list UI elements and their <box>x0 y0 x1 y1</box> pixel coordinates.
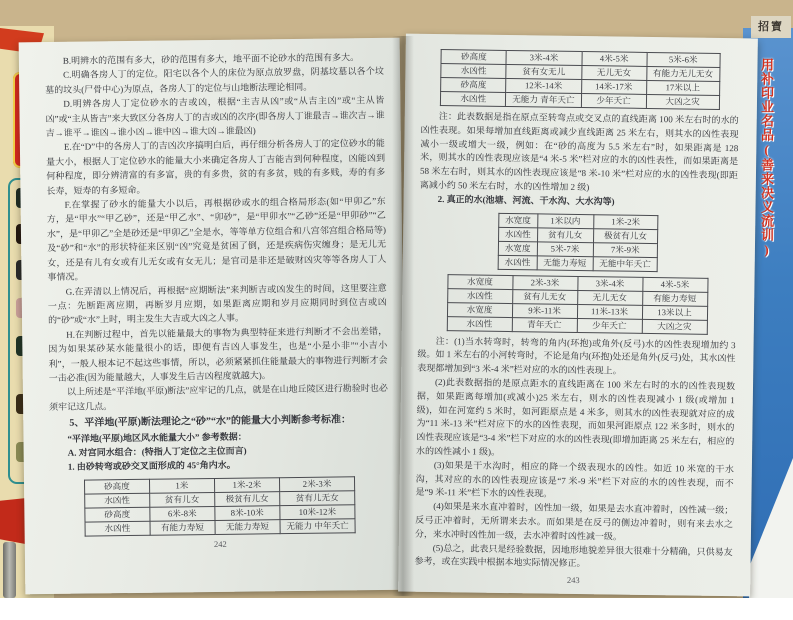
table-cell: 极贫有儿女 <box>214 491 279 506</box>
water-width-table-1 <box>497 212 658 271</box>
table-cell: 无儿无女 <box>577 290 642 305</box>
table-row <box>447 316 707 334</box>
table-cell: 1米以内 <box>537 214 593 229</box>
table-cell: 贫有儿无女 <box>279 491 354 506</box>
paragraph: F.在掌握了砂水的能量大小以后，再根据砂或水的组合格局形态(如“甲卯乙”东方，是“甲水”“甲乙砂”，还是“甲乙水”、“卯砂”，是“甲卯水”“乙砂”还是“甲卯砂”“乙水”，是“甲卯乙”全是砂还是“甲卯乙”全是水，等等单方位组合和八宫邻宫组合格局等)及“砂”和“水”的形状特征来区别“凶”究竟是贫困了倒，还是疾病伤灾缠身；是无儿无女，还是有儿有女或有儿无女或有女无儿；是官司是非还是破财凶灾等等各房人丁人事情况。 <box>46 195 387 283</box>
table-cell: 大凶之灾 <box>642 319 707 334</box>
table-cell: 5米-6米 <box>647 52 720 67</box>
table-cell: 砂高度 <box>85 507 150 522</box>
table-cell: 无能力寿短 <box>537 255 593 270</box>
table-cell: 青年夭亡 <box>512 317 577 332</box>
table-cell: 9米-11米 <box>512 303 577 318</box>
table-cell: 7米-9米 <box>593 242 658 257</box>
table-row <box>498 255 658 271</box>
table-cell: 无儿无女 <box>581 66 646 81</box>
paragraph: C.明确各房人丁的定位。阳宅以各个人的床位为原点放罗盘，阴基坟墓以各个坟墓的坟头(尸骨中心)为原点，各房人丁的定位与山地断法理论相同。 <box>45 66 385 95</box>
table-cell: 水凶性 <box>447 288 512 303</box>
table-cell: 砂高度 <box>441 78 506 93</box>
metal-pole <box>3 542 16 598</box>
table-cell: 水宽度 <box>498 241 537 256</box>
table-cell: 13米以上 <box>642 305 707 320</box>
table-cell: 1米 <box>149 478 214 493</box>
page-number: 243 <box>566 574 580 586</box>
paragraph: E.在“D”中的各房人丁的吉凶次序搞明白后，再仔细分析各房人丁的定位砂水的能量大小，根据人丁定位砂水的能量大小来确定各房人丁吉能吉到何种程度，凶能凶到何种程度，即分辨清富的有多富，贵的有多贵，贫的有多贫，贱的有多贱，寿的有多长寿，短寿的有多短命。 <box>46 138 386 196</box>
table-cell: 水凶性 <box>85 493 150 508</box>
table-cell: 10米-12米 <box>280 505 355 520</box>
table-cell: 贫有儿无女 <box>512 289 577 304</box>
sand-height-table <box>84 476 356 536</box>
table-cell: 2米-3米 <box>512 275 577 290</box>
table-cell: 贫有儿女 <box>537 228 593 243</box>
magazine-corner-text: 招寶 <box>751 16 791 38</box>
book-page-right <box>398 34 758 597</box>
table-cell: 6米-8米 <box>150 506 215 521</box>
table-cell: 少年夭亡 <box>581 94 646 109</box>
page-corner-curl <box>749 458 793 598</box>
sand-height-table-2 <box>440 49 720 110</box>
table-cell: 无能力 青年夭亡 <box>506 92 582 107</box>
table-cell: 有能力寿短 <box>150 520 215 535</box>
book-spine-gutter <box>392 36 414 596</box>
table-cell: 水凶性 <box>498 255 537 270</box>
table-cell: 4米-5米 <box>582 52 647 67</box>
page-number: 242 <box>213 538 227 549</box>
paragraph: H.在判断过程中，首先以能量最大的事物为典型特征来进行判断才不会出差错，因为如果某砂某水能量很小的话，即便有吉凶人事发生，也是“小是小非”“小吉小利”，一般人根本记不起这些事情，所以，必须紧紧抓住能量最大的事物进行判断才会一击必准(因为能量越大，人事发生后吉凶程度就越大)。 <box>48 325 388 383</box>
table-cell: 5米-7米 <box>537 242 593 257</box>
table-cell: 贫有女无儿 <box>506 64 582 79</box>
paragraph: (4)如果是来水直冲着时，凶性加一级，如果是去水直冲着时，凶性减一级；反弓正冲着时，无所谓来去水。而如果是在反弓的侧边冲着时，则有来去水之分，来水冲时凶性加一级，去水冲着时凶性减一级。 <box>414 501 734 542</box>
table-cell: 水凶性 <box>85 521 150 536</box>
section-heading: 5、平洋地(平原)断法理论之“砂”“水”的能量大小判断参考标准： <box>69 414 352 429</box>
table-cell: 水凶性 <box>498 227 537 242</box>
table-cell: 水宽度 <box>447 274 512 289</box>
table-cell: 砂高度 <box>441 50 506 65</box>
table-cell: 有能力无儿无女 <box>646 66 719 81</box>
table-row <box>85 519 355 536</box>
paragraph: G.在弄清以上情况后，再根据“应期断法”来判断吉或凶发生的时间，这里要注意一点：先断距离应期，再断岁月应期，如果距离应期和岁月应期同时到位吉或凶的“砂”或“水”上时，明主发生大吉或大凶之人事。 <box>47 282 387 326</box>
table-cell: 1米-2米 <box>593 214 658 229</box>
table-row <box>441 92 720 110</box>
water-width-table-2 <box>446 274 708 335</box>
table-cell: 17米以上 <box>646 80 719 95</box>
magazine-vertical-ad-text: 用补印业名品(善来决义流训) <box>759 58 774 258</box>
paragraph: (3)如果是干水沟时，相应的降一个级表现水的凶性。如近 10 米宽的干水沟，其对应的水的凶性表现应该是“7 米-9 米”栏下对应的水的凶性表现，而不是“9 米-11 米”栏下水的凶性表现。 <box>415 459 734 499</box>
table-cell: 2米-3米 <box>279 477 354 492</box>
sub-line: “平洋地(平原)地区风水能量大小” 参考数据： <box>67 431 247 444</box>
table-cell: 有能力寿短 <box>642 291 707 306</box>
table-cell: 无能力 中年夭亡 <box>280 519 355 534</box>
table-cell: 水凶性 <box>441 92 506 107</box>
table-cell: 贫有儿女 <box>150 492 215 507</box>
paragraph: 注：此表数据是指在原点至转弯点或交叉点的直线距离 100 米左右时的水的凶性表现。如果每增加直线距离或减少直线距离 25 米左右，则其水的凶性表现减小一级或增大一级，例如：在“砂的高度为 5.5 米左右”时，如果距离是 128 米，则其水的凶性表现应该是“4 米-5 米”栏对应的水的凶性表性，而如果距离是 58 米左右时，则其水的凶性表现应该是“8 米-10 米”栏对应的水的凶性表现(即距离减小约 50 米左右时，水的凶性增加 2 级) <box>419 111 739 193</box>
sub-line: 2. 真正的水(池塘、河流、干水沟、大水沟等) <box>437 193 615 207</box>
table-cell: 无能中年夭亡 <box>593 256 658 271</box>
table-cell: 水凶性 <box>441 64 506 79</box>
table-cell: 无能力寿短 <box>215 519 280 534</box>
table-cell: 水凶性 <box>447 316 512 331</box>
table-cell: 8米-10米 <box>215 505 280 520</box>
table-cell: 14米-17米 <box>581 80 646 95</box>
table-cell: 1米-2米 <box>214 477 279 492</box>
paragraph: (5)总之，此表只是经验数据，因地形地貌差异很大很难十分精确，只供易友参考，或在实践中根据本地实际情况修正。 <box>414 542 733 569</box>
table-cell: 砂高度 <box>84 479 149 494</box>
sub-line: A. 对宫同水组合：(特指人丁定位之主位而言) <box>67 445 247 458</box>
book-page-left <box>19 38 407 595</box>
paragraph: B.明辨水的范围有多大，砂的范围有多大，地平面不论砂水的范围有多大。 <box>62 52 360 66</box>
paragraph: D.明辨各房人丁定位砂水的吉或凶，根据“主吉从凶”或“从吉主凶”或“主从皆凶”或“主从皆吉”来大致区分各房人丁的吉或凶的次序(即各房人丁谁最吉→谁次吉→谁吉→谁平→谁凶→谁小凶→谁中凶→谁大凶→谁最凶) <box>45 95 385 139</box>
table-cell: 3米-4米 <box>577 276 642 291</box>
table-cell: 11米-13米 <box>577 304 642 319</box>
table-cell: 少年夭亡 <box>577 318 642 333</box>
paragraph: (2)此表数据指的是原点距水的直线距离在 100 米左右时的水的凶性表现数据，如果距离每增加(或减小)25 米左右，则水的凶性表现减小 1 级(或增加 1 级)，如在河宽约 5 米时，如河距原点是 4 米多，则其水的凶性表现就对应的成为“11 米-13 米”栏对应下的水的凶性表现，而如果河距原点 122 米多时，则水的凶性表现应该是“3-4 米”栏下对应的水的凶性表现(即增加距离 25 米左右，相应的水的凶性减小 1 级)。 <box>416 376 736 457</box>
table-cell: 极贫有儿女 <box>593 228 658 243</box>
table-cell: 水宽度 <box>447 302 512 317</box>
paragraph: 注：(1)当水转弯时，转弯的角内(环抱)或角外(反弓)水的凶性表现增加约 3 级。如 1 米左右的小河转弯时，不论是角内(环抱)处还是角外(反弓)处，其水凶性表现都增加到“3 米-4 米”栏对应的水的凶性表现上。 <box>417 335 736 376</box>
table-cell: 大凶之灾 <box>646 94 719 109</box>
table-cell: 4米-5米 <box>642 277 707 292</box>
paragraph: 以上所述是“平洋地(平原)断法”应牢记的几点，就是在山地丘陵区进行勘验时也必须牢记这几点。 <box>49 383 388 412</box>
table-cell: 3米-4米 <box>506 50 582 65</box>
sub-line: 1. 由砂转弯或砂交叉面形成的 45°角内水。 <box>67 460 236 473</box>
table-cell: 12米-14米 <box>506 78 582 93</box>
table-cell: 水宽度 <box>499 213 538 228</box>
